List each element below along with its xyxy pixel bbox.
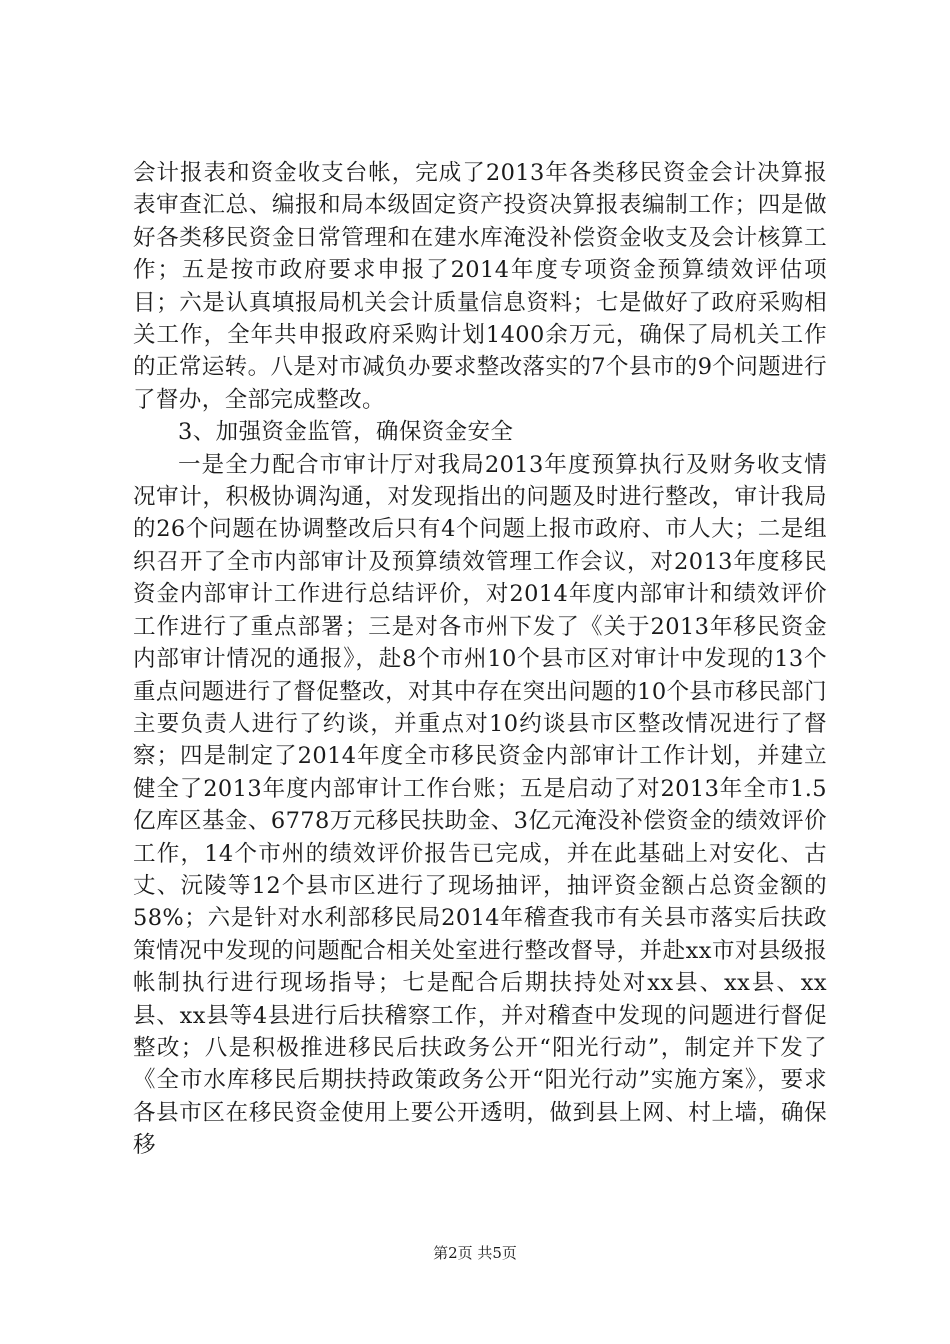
- page-footer: 第2页 共5页: [433, 1244, 517, 1262]
- paragraph-accounting: 会计报表和资金收支台帐，完成了2013年各类移民资金会计决算报表审查汇总、编报和局本级固定资产投资决算报表编制工作；四是做好各类移民资金日常管理和在建水库淹没补偿资金收支及会计核算工作；五是按市政府要求申报了2014年度专项资金预算绩效评估项目；六是认真填报局机关会计质量信息资料；七是做好了政府采购相关工作，全年共申报政府采购计划1400余万元，确保了局机关工作的正常运转。八是对市减负办要求整改落实的7个县市的9个问题进行了督办，全部完成整改。: [133, 160, 827, 413]
- document-body: [133, 157, 827, 1162]
- paragraph-audit: 一是全力配合市审计厅对我局2013年度预算执行及财务收支情况审计，积极协调沟通，对发现指出的问题及时进行整改，审计我局的26个问题在协调整改后只有4个问题上报市政府、市人大；二是组织召开了全市内部审计及预算绩效管理工作会议，对2013年度移民资金内部审计工作进行总结评价，对2014年度内部审计和绩效评价工作进行了重点部署；三是对各市州下发了《关于2013年移民资金内部审计情况的通报》，赴8个市州10个县市区对审计中发现的13个重点问题进行了督促整改，对其中存在突出问题的10个县市移民部门主要负责人进行了约谈，并重点对10约谈县市区整改情况进行了督察；四是制定了2014年度全市移民资金内部审计工作计划，并建立健全了2013年度内部审计工作台账；五是启动了对2013年全市1.5亿库区基金、6778万元移民扶助金、3亿元淹没补偿资金的绩效评价工作，14个市州的绩效评价报告已完成，并在此基础上对安化、古丈、沅陵等12个县市区进行了现场抽评，抽评资金额占总资金额的58%；六是针对水利部移民局2014年稽查我市有关县市落实后扶政策情况中发现的问题配合相关处室进行整改督导，并赴xx市对县级报帐制执行进行现场指导；七是配合后期扶持处对xx县、xx县、xx县、xx县等4县进行后扶稽察工作，并对稽查中发现的问题进行督促整改；八是积极推进移民后扶政务公开“阳光行动”，制定并下发了《全市水库移民后期扶持政策政务公开“阳光行动”实施方案》，要求各县市区在移民资金使用上要公开透明，做到县上网、村上墙，确保移: [133, 451, 827, 1159]
- section-heading-fund-supervision: 3、加强资金监管，确保资金安全: [178, 419, 514, 446]
